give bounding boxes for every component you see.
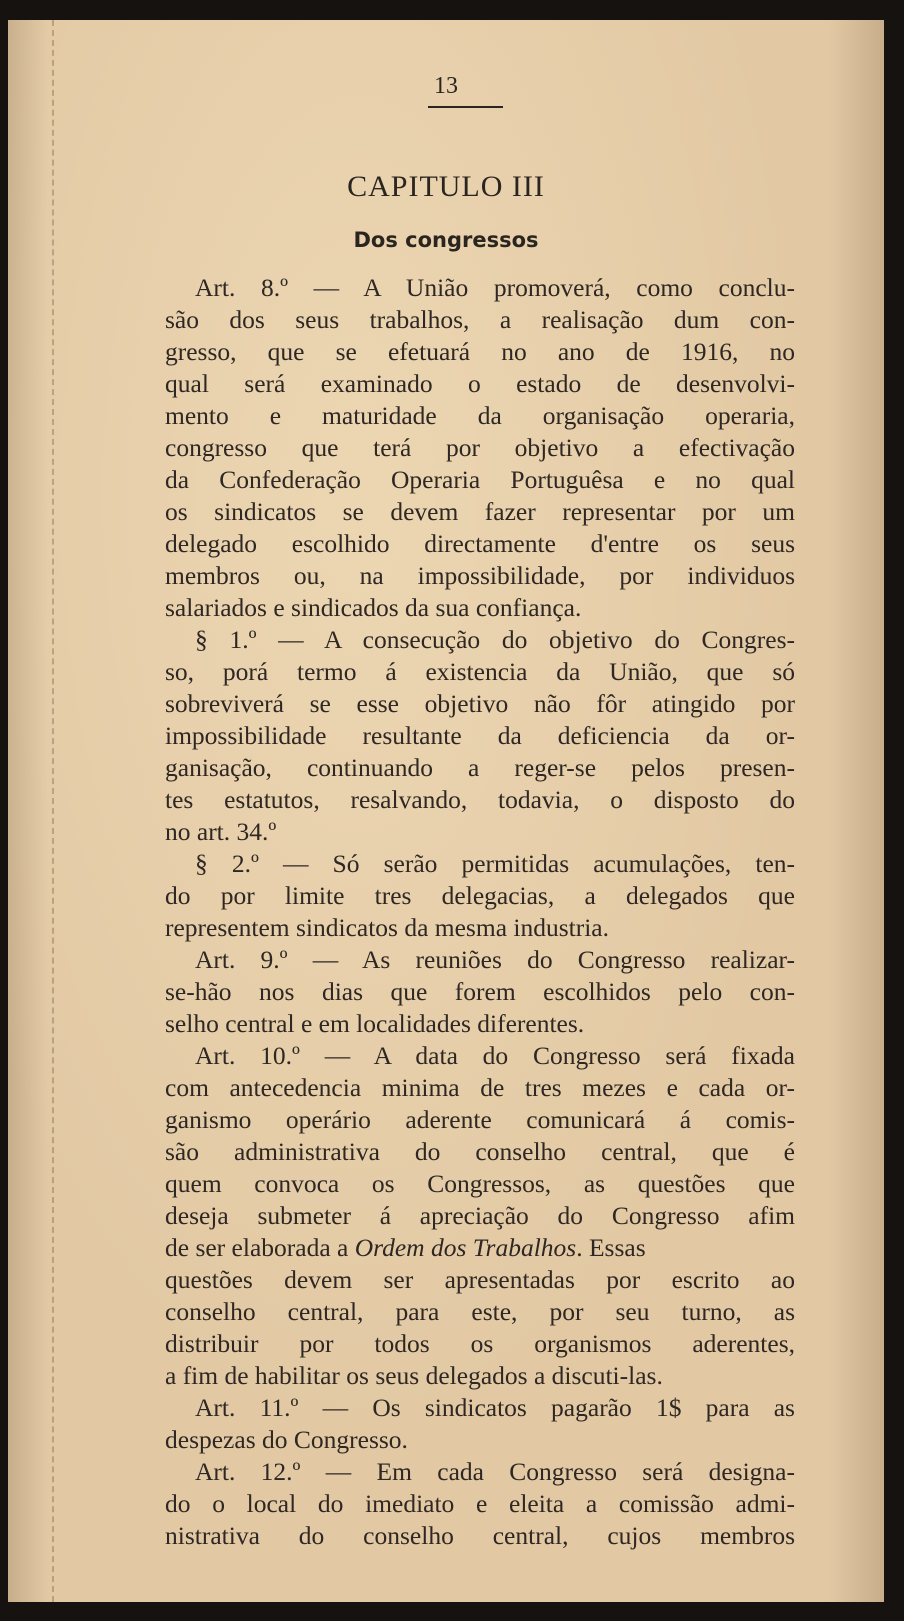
text-line: ganisação, continuando a reger-se pelos presen- bbox=[165, 753, 795, 782]
text-line: os sindicatos se devem fazer representar por um bbox=[165, 497, 795, 526]
text-line-start: de ser elaborada a bbox=[165, 1233, 355, 1262]
text-line: deseja submeter á apreciação do Congresso afim bbox=[165, 1201, 795, 1230]
text-line: Art. 11.º — Os sindicatos pagarão 1$ para as bbox=[195, 1393, 795, 1422]
text-line: ganismo operário aderente comunicará á comis- bbox=[165, 1105, 795, 1134]
text-line: Art. 12.º — Em cada Congresso será designa- bbox=[195, 1457, 795, 1486]
text-line: salariados e sindicados da sua confiança. bbox=[165, 593, 582, 622]
text-line: so, porá termo á existencia da União, que só bbox=[165, 657, 795, 686]
text-line: § 1.º — A consecução do objetivo do Congres- bbox=[195, 625, 795, 654]
text-line bbox=[165, 1232, 795, 1264]
binding-stitch-line bbox=[52, 20, 56, 1602]
text-line: conselho central, para este, por seu turno, as bbox=[165, 1297, 795, 1326]
text-line: representem sindicatos da mesma industria. bbox=[165, 913, 609, 942]
text-line: qual será examinado o estado de desenvolvi- bbox=[165, 369, 795, 398]
text-line: mento e maturidade da organisação operaria, bbox=[165, 401, 795, 430]
text-line: § 2.º — Só serão permitidas acumulações, ten- bbox=[195, 849, 795, 878]
text-line: são administrativa do conselho central, que é bbox=[165, 1137, 795, 1166]
text-line: Art. 8.º — A União promoverá, como conclu- bbox=[195, 273, 795, 302]
text-line: membros ou, na impossibilidade, por individuos bbox=[165, 561, 795, 590]
italic-phrase: Ordem dos Trabalhos bbox=[354, 1233, 577, 1262]
text-line: selho central e em localidades diferentes. bbox=[165, 1009, 585, 1038]
text-line: gresso, que se efetuará no ano de 1916, no bbox=[165, 337, 795, 366]
book-page bbox=[8, 20, 884, 1602]
text-line: nistrativa do conselho central, cujos membros bbox=[165, 1521, 795, 1550]
text-line: são dos seus trabalhos, a realisação dum con- bbox=[165, 305, 795, 334]
page-number: 13 bbox=[434, 73, 458, 99]
text-line: impossibilidade resultante da deficiencia da or- bbox=[165, 721, 795, 750]
text-line: se-hão nos dias que forem escolhidos pelo con- bbox=[165, 977, 795, 1006]
text-line: congresso que terá por objetivo a efectivação bbox=[165, 433, 795, 462]
text-line: tes estatutos, resalvando, todavia, o disposto do bbox=[165, 785, 795, 814]
text-line: questões devem ser apresentadas por escrito ao bbox=[165, 1265, 795, 1294]
text-line: quem convoca os Congressos, as questões que bbox=[165, 1169, 795, 1198]
text-line: sobreviverá se esse objetivo não fôr atingido por bbox=[165, 689, 795, 718]
text-line: a fim de habilitar os seus delegados a discuti-las. bbox=[165, 1361, 663, 1390]
text-line: despezas do Congresso. bbox=[165, 1425, 408, 1454]
body-text bbox=[165, 272, 795, 1552]
text-line: distribuir por todos os organismos aderentes, bbox=[165, 1329, 795, 1358]
section-title: Dos congressos bbox=[353, 228, 539, 252]
text-line: delegado escolhido directamente d'entre os seus bbox=[165, 529, 795, 558]
text-line: do por limite tres delegacias, a delegados que bbox=[165, 881, 795, 910]
text-line-end: . Essas bbox=[576, 1233, 646, 1262]
text-line: do o local do imediato e eleita a comissão admi- bbox=[165, 1489, 795, 1518]
text-line: Art. 9.º — As reuniões do Congresso realizar- bbox=[195, 945, 795, 974]
text-line: Art. 10.º — A data do Congresso será fixada bbox=[195, 1041, 795, 1070]
text-line: com antecedencia minima de tres mezes e cada or- bbox=[165, 1073, 795, 1102]
chapter-title: CAPITULO III bbox=[347, 170, 545, 203]
text-line: da Confederação Operaria Portuguêsa e no qual bbox=[165, 465, 795, 494]
header-rule bbox=[428, 106, 503, 108]
text-line: no art. 34.º bbox=[165, 817, 277, 846]
